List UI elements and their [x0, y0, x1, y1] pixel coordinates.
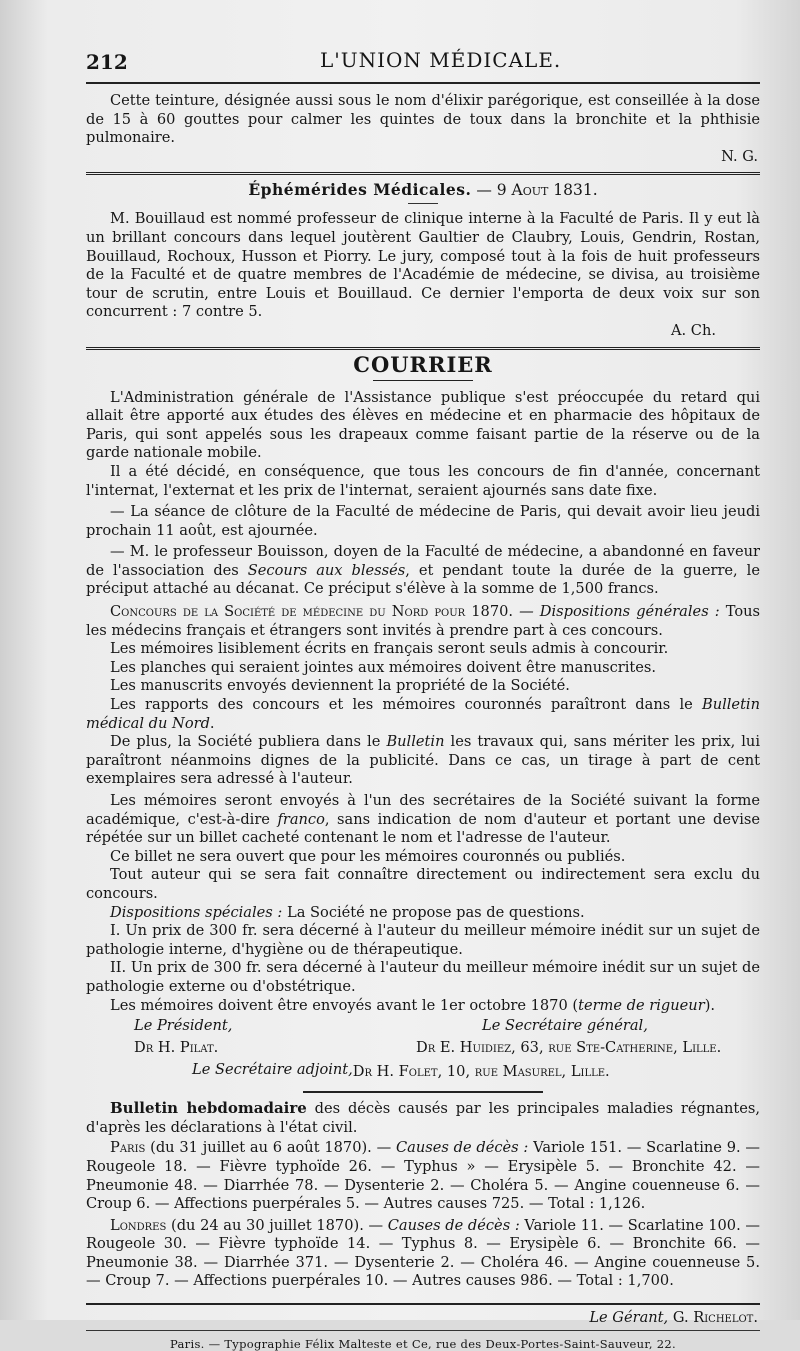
imprint-line: Paris. — Typographie Félix Malteste et Ce, rue des Deux-Portes-Saint-Sauveur, 22. — [170, 1337, 676, 1351]
concours-p6-text-b: , sans indication de nom d'auteur et portant une devise répétée sur un billet cacheté contenant le nom et l'adresse de l'auteur. — [86, 810, 761, 847]
concours-p4-text-a: Les rapports des concours et les mémoires couronnés paraîtront dans le — [110, 696, 702, 714]
page-header — [86, 42, 760, 82]
divider-bulletin — [303, 1091, 543, 1093]
courrier-paragraph-3: — La séance de clôture de la Faculté de médecine de Paris, qui devait avoir lieu jeudi prochain 11 août, est ajournée. — [86, 503, 760, 539]
signature-adjoint-row — [86, 1059, 760, 1081]
concours-dispositions-speciales: Dispositions spéciales : — [110, 903, 283, 921]
concours-p5-italic: Bulletin — [386, 733, 445, 751]
courrier-paragraph-1: L'Administration générale de l'Assistance publique s'est préoccupée du retard qui allait être apporté aux études des élèves en médecine et en pharmacie des hôpitaux de Paris, qui sont appelés sous les drapeaux comme faisant partie de la réserve ou de la garde nationale mobile. — [86, 388, 760, 462]
concours-paragraph-1: Les mémoires lisiblement écrits en français seront seuls admis à concourir. — [110, 640, 669, 658]
concours-paragraph-4 — [86, 696, 760, 733]
teinture-paragraph: Cette teinture, désignée aussi sous le nom d'élixir parégorique, est conseillée à la dose de 15 à 60 gouttes pour calmer les quintes de toux dans la bronchite et la phthisie pulmonaire. — [86, 92, 760, 147]
secretaire-adjoint — [192, 1061, 610, 1081]
concours-p12-text-b: ). — [704, 996, 716, 1014]
bulletin-londres — [86, 1217, 760, 1291]
gerant-line — [86, 1309, 758, 1326]
signature-names-row — [86, 1037, 760, 1059]
concours-p5-text-b: les travaux qui, sans mériter les prix, lui paraîtront néanmoins dignes de la publicité. Dans ce cas, un tirage à part de cent exemplaires sera adressé à l'auteur. — [86, 733, 761, 788]
courrier-paragraph-4 — [86, 543, 760, 599]
londres-causes-label: Causes de décès : — [387, 1216, 520, 1234]
secretaire-general-title: Le Secrétaire général, — [482, 1017, 648, 1035]
teinture-section — [86, 92, 760, 166]
ephemerides-rule — [408, 203, 438, 204]
president-title: Le Président, — [134, 1017, 233, 1035]
concours-paragraph-2: Les planches qui seraient jointes aux mémoires doivent être manuscrites. — [110, 658, 657, 676]
concours-p4-text-b: . — [209, 714, 215, 732]
concours-paragraph-3: Les manuscrits envoyés deviennent la propriété de la Société. — [110, 677, 570, 695]
teinture-signature: N. G. — [721, 147, 758, 165]
courrier-title: COURRIER — [353, 351, 493, 377]
imprint-rule — [86, 1330, 760, 1331]
courrier-paragraph-2: Il a été décidé, en conséquence, que tous les concours de fin d'année, concernant l'internat, l'externat et les prix de l'internat, seraient ajournés sans date fixe. — [86, 462, 760, 499]
courrier-rule — [373, 380, 473, 381]
concours-heading — [86, 603, 760, 640]
ephemerides-heading — [86, 180, 760, 199]
footer-rule — [86, 1303, 760, 1305]
gerant-label: Le Gérant, — [589, 1309, 669, 1327]
concours-p12-italic: terme de rigueur — [578, 996, 705, 1014]
ephemerides-paragraph: M. Bouillaud est nommé professeur de clinique interne à la Faculté de Paris. Il y eut là un brillant concours dans lequel joutèrent Gaultier de Claubry, Louis, Gendrin, Rostan, Bouillaud, Rochoux, Husson et Piorry. Le jury, composé tout à la fois de huit professeurs de la Faculté et de quatre membres de l'Académie de médecine, se divisa, au troisième tour de scrutin, entre Louis et Bouillaud. Ce dernier l'emporta de deux voix sur son concurrent : 7 contre 5. — [86, 210, 760, 321]
paris-causes-label: Causes de décès : — [395, 1139, 529, 1157]
courrier-section — [86, 352, 760, 600]
concours-p6-text-a: Les mémoires seront envoyés à l'un des secrétaires de la Société suivant la forme académique, c'est-à-dire — [86, 792, 760, 828]
concours-p5-text-a: De plus, la Société publiera dans le — [110, 733, 387, 751]
divider-courrier — [86, 347, 760, 350]
concours-paragraph-10: I. Un prix de 300 fr. sera décerné à l'auteur du meilleur mémoire inédit sur un sujet de pathologie interne, d'hygiène ou de thérapeutique. — [86, 922, 760, 958]
ephemerides-signature: A. Ch. — [670, 321, 716, 339]
president-name: Dr H. Pilat. — [134, 1039, 219, 1057]
concours-p12-text-a: Les mémoires doivent être envoyés avant le 1er octobre 1870 ( — [110, 996, 579, 1014]
concours-paragraph-7: Ce billet ne sera ouvert que pour les mémoires couronnés ou publiés. — [110, 847, 626, 865]
bulletin-title: Bulletin hebdomadaire — [110, 1099, 307, 1118]
divider-ephemerides — [86, 172, 760, 175]
paris-label: Paris — [110, 1139, 146, 1157]
ephemerides-section — [86, 180, 760, 340]
page-number: 212 — [86, 50, 128, 74]
paris-period: (du 31 juillet au 6 août 1870). — — [145, 1139, 396, 1157]
ephemerides-title: Éphémérides Médicales. — [248, 180, 472, 200]
londres-label: Londres — [110, 1216, 167, 1234]
bulletin-intro-text: des décès causés par les principales maladies régnantes, d'après les déclarations à l'état civil. — [86, 1100, 761, 1136]
concours-p4-italic: Bulletin médical du Nord — [86, 696, 760, 732]
courrier-p4-italic: Secours aux blessés — [247, 561, 406, 579]
header-rule — [86, 82, 760, 84]
concours-section — [86, 603, 760, 1081]
concours-paragraph-11: II. Un prix de 300 fr. sera décerné à l'auteur du meilleur mémoire inédit sur un sujet de pathologie externe ou d'obstétrique. — [86, 959, 760, 995]
concours-intro: Tous les médecins français et étrangers sont invités à prendre part à ces concours. — [86, 603, 761, 639]
secretaire-adjoint-name: Dr H. Folet, 10, rue Masurel, Lille. — [352, 1063, 610, 1081]
londres-text: Variole 11. — Scarlatine 100. — Rougeole 30. — Fièvre typhoïde 14. — Typhus 8. — Erysipèle 6. — Bronchite 66. — Pneumonie 38. — Diarrhée 371. — Dysenterie 2. — Choléra 46. — Angine couenneuse 5. — Croup 7. — Affections puerpérales 10. — Autres causes 986. — Total : 1,700. — [86, 1216, 760, 1290]
concours-heading-text: Concours de la Société de médecine du Nord pour 1870. — [110, 603, 514, 621]
ephemerides-date: — 9 Aout 1831. — [476, 181, 598, 200]
concours-paragraph-5 — [86, 733, 760, 789]
courrier-p4-text-a: — M. le professeur Bouisson, doyen de la Faculté de médecine, a abandonné en faveur de l'association des — [86, 543, 760, 579]
paris-text: Variole 151. — Scarlatine 9. — Rougeole 18. — Fièvre typhoïde 26. — Typhus » — Erysipèle 5. — Bronchite 42. — Pneumonie 48. — Diarrhée 78. — Dysenterie 2. — Choléra 5. — Angine couenneuse 6. — Croup 6. — Affections puerpérales 5. — Autres causes 725. — Total : 1,126. — [86, 1139, 760, 1213]
concours-paragraph-6 — [86, 792, 760, 848]
bulletin-section — [86, 1099, 760, 1291]
secretaire-general-name: Dr E. Huidiez, 63, rue Ste-Catherine, Lille. — [416, 1039, 722, 1057]
secretaire-adjoint-title: Le Secrétaire adjoint, — [192, 1061, 353, 1079]
concours-p6-italic: franco — [277, 810, 325, 828]
londres-period: (du 24 au 30 juillet 1870). — — [166, 1216, 388, 1234]
bulletin-paris — [86, 1139, 760, 1213]
gerant-name: G. Richelot. — [672, 1309, 758, 1327]
concours-paragraph-12 — [86, 997, 760, 1016]
concours-p9-text: La Société ne propose pas de questions. — [282, 903, 585, 921]
journal-title: L'UNION MÉDICALE. — [320, 48, 562, 72]
concours-paragraph-8: Tout auteur qui se sera fait connaître directement ou indirectement sera exclu du concours. — [86, 866, 760, 902]
signature-titles-row — [86, 1015, 760, 1037]
concours-dispositions-generales: — Dispositions générales : — [519, 603, 720, 621]
courrier-p4-text-b: , et pendant toute la durée de la guerre, le préciput attaché au décanat. Ce préciput s'élève à la somme de 1,500 francs. — [86, 561, 760, 598]
bulletin-intro — [86, 1099, 760, 1137]
concours-paragraph-9 — [86, 904, 760, 923]
